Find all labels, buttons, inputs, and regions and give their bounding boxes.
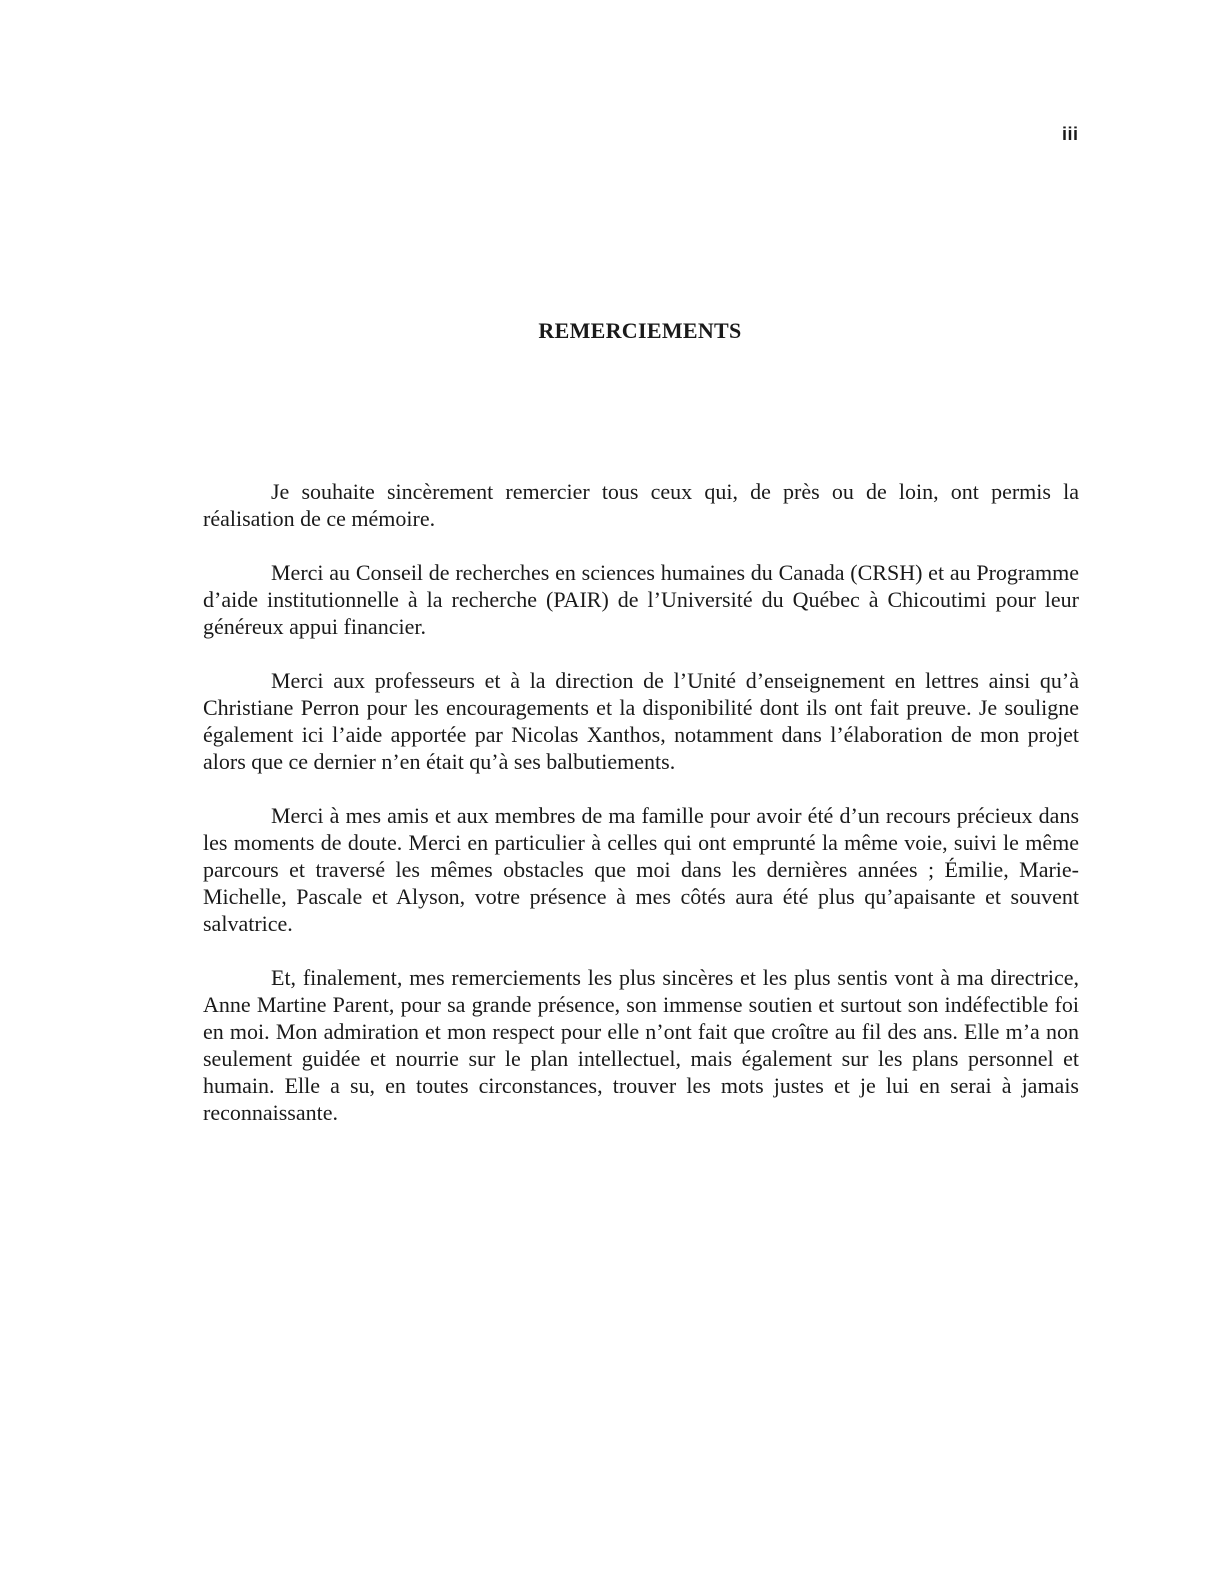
paragraph-friends-family: Merci à mes amis et aux membres de ma famille pour avoir été d’un recours précieux dans les moments de doute. Merci en particulier à celles qui ont emprunté la même voie, suivi le même parcours et traversé les mêmes obstacles que moi dans les dernières années ; Émilie, Marie-Michelle, Pascale et Alyson, votre présence à mes côtés aura été plus qu’apaisante et souvent salvatrice.	[203, 803, 1079, 936]
acknowledgements-body	[203, 478, 1079, 1153]
paragraph-funding: Merci au Conseil de recherches en sciences humaines du Canada (CRSH) et au Programme d’aide institutionnelle à la recherche (PAIR) de l’Université du Québec à Chicoutimi pour leur généreux appui financier.	[203, 560, 1079, 639]
paragraph-director: Et, finalement, mes remerciements les plus sincères et les plus sentis vont à ma directrice, Anne Martine Parent, pour sa grande présence, son immense soutien et surtout son indéfectible foi en moi. Mon admiration et mon respect pour elle n’ont fait que croître au fil des ans. Elle m’a non seulement guidée et nourrie sur le plan intellectuel, mais également sur les plans personnel et humain. Elle a su, en toutes circonstances, trouver les mots justes et je lui en serai à jamais reconnaissante.	[203, 965, 1079, 1125]
paragraph-faculty: Merci aux professeurs et à la direction de l’Unité d’enseignement en lettres ainsi qu’à Christiane Perron pour les encouragements et la disponibilité dont ils ont fait preuve. Je souligne également ici l’aide apportée par Nicolas Xanthos, notamment dans l’élaboration de mon projet alors que ce dernier n’en était qu’à ses balbutiements.	[203, 668, 1079, 774]
page-number: iii	[1062, 124, 1079, 144]
page-title: REMERCIEMENTS	[538, 318, 742, 343]
paragraph-intro: Je souhaite sincèrement remercier tous ceux qui, de près ou de loin, ont permis la réalisation de ce mémoire.	[203, 479, 1079, 531]
